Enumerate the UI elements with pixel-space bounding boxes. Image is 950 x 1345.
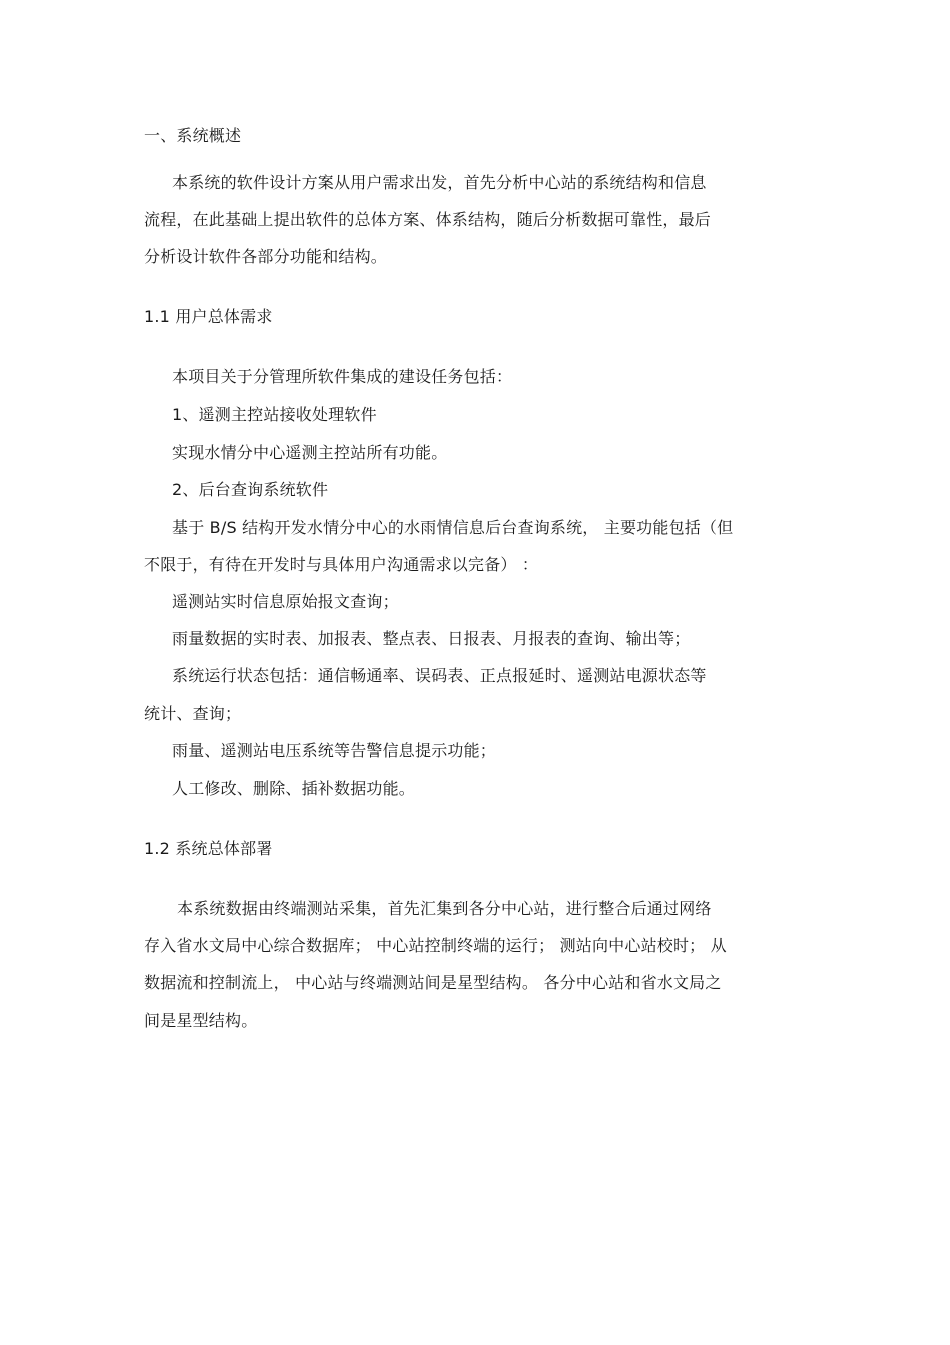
section-1-2-heading: 1.2 系统总体部署: [144, 839, 273, 858]
paragraph-line: 存入省水文局中心综合数据库； 中心站控制终端的运行； 测站向中心站校时； 从: [144, 936, 727, 955]
paragraph-line: 本项目关于分管理所软件集成的建设任务包括：: [172, 367, 513, 386]
paragraph-line: 数据流和控制流上， 中心站与终端测站间是星型结构。 各分中心站和省水文局之: [144, 973, 722, 992]
paragraph-line: 遥测站实时信息原始报文查询；: [172, 592, 399, 611]
section-1-heading: 一、系统概述: [144, 126, 242, 145]
paragraph-line: 统计、查询；: [144, 704, 242, 723]
paragraph-line: 雨量、遥测站电压系统等告警信息提示功能；: [172, 741, 497, 760]
paragraph-line: 基于 B/S 结构开发水情分中心的水雨情信息后台查询系统， 主要功能包括（但: [172, 518, 734, 537]
paragraph-line: 本系统的软件设计方案从用户需求出发，首先分析中心站的系统结构和信息: [172, 173, 707, 192]
list-item: 2、后台查询系统软件: [172, 480, 329, 499]
paragraph-line: 系统运行状态包括：通信畅通率、误码表、正点报延时、遥测站电源状态等: [172, 666, 707, 685]
section-1-1-heading: 1.1 用户总体需求: [144, 307, 273, 326]
paragraph-line: 分析设计软件各部分功能和结构。: [144, 247, 388, 266]
list-item: 1、遥测主控站接收处理软件: [172, 405, 377, 424]
paragraph-line: 实现水情分中心遥测主控站所有功能。: [172, 443, 448, 462]
paragraph-line: 雨量数据的实时表、加报表、整点表、日报表、月报表的查询、输出等；: [172, 629, 691, 648]
paragraph-line: 间是星型结构。: [144, 1011, 258, 1030]
paragraph-line: 流程，在此基础上提出软件的总体方案、体系结构，随后分析数据可靠性，最后: [144, 210, 712, 229]
paragraph-line: 本系统数据由终端测站采集，首先汇集到各分中心站，进行整合后通过网络: [177, 899, 712, 918]
paragraph-line: 人工修改、删除、插补数据功能。: [172, 779, 416, 798]
paragraph-line: 不限于，有待在开发时与具体用户沟通需求以完备） ：: [144, 555, 539, 574]
